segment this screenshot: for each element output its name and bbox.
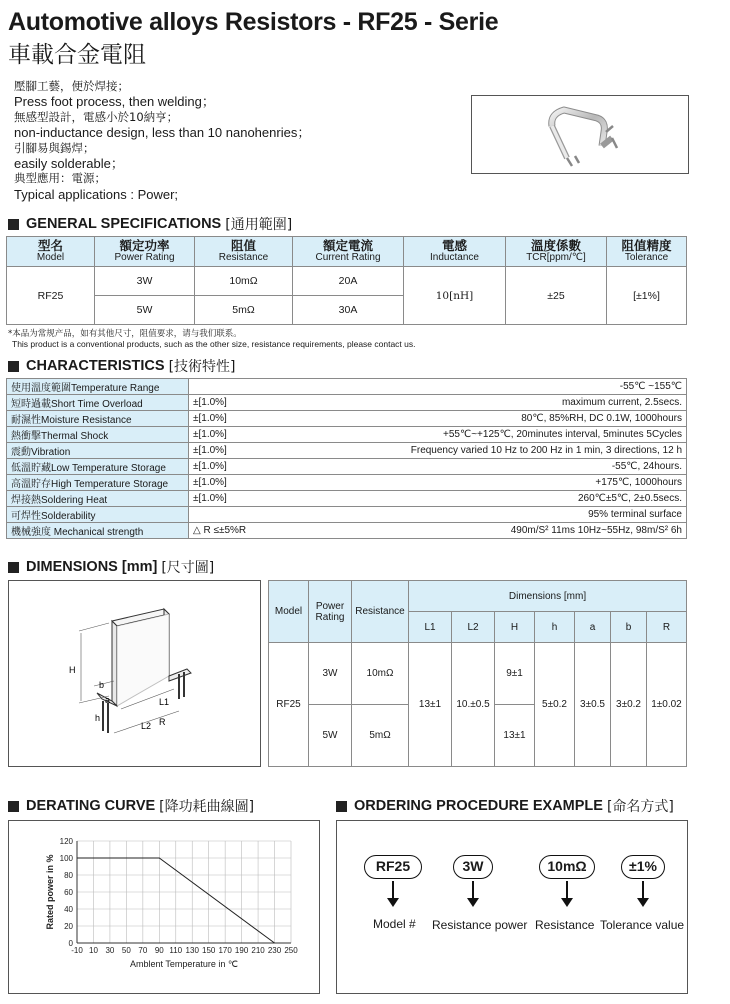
header-col: H	[495, 612, 535, 643]
char-label-zh: 熱衝擊	[11, 431, 41, 442]
table-row	[7, 395, 687, 411]
dim-label-R: R	[159, 717, 166, 727]
x-tick-label: 170	[218, 946, 232, 955]
char-spec: ±[1.0%]	[189, 427, 309, 443]
table-row	[7, 523, 687, 539]
order-code-model: RF25	[364, 855, 422, 879]
ordering-heading	[336, 796, 674, 816]
cell-power: 5W	[309, 705, 352, 767]
x-tick-label: 130	[185, 946, 199, 955]
header-power: 額定功率 Power Rating	[95, 237, 195, 267]
cell-tolerance: [±1%]	[607, 267, 687, 325]
intro-line-zh: 引腳易與錫焊；	[14, 140, 95, 155]
characteristics-table	[6, 378, 687, 539]
char-label-zh: 使用溫度範圍	[11, 383, 71, 394]
table-header-row	[7, 237, 687, 267]
cell-power: 3W	[95, 267, 195, 296]
char-label-zh: 焊接熱	[11, 495, 41, 506]
general-spec-table	[6, 236, 687, 325]
char-label	[7, 427, 189, 443]
arrow-down-icon	[566, 881, 568, 905]
note-en: This product is a conventional products, such as the other size, resistance requirements, please contact us.	[12, 339, 416, 349]
char-spec: ±[1.0%]	[189, 395, 309, 411]
x-tick-label: 210	[251, 946, 265, 955]
header-tolerance: 阻值精度 Tolerance	[607, 237, 687, 267]
cell-power: 3W	[309, 643, 352, 705]
char-value: 95% terminal surface	[309, 507, 687, 523]
header-col: L2	[452, 612, 495, 643]
cell-model: RF25	[269, 643, 309, 767]
char-label-en: Low Temperature Storage	[51, 463, 166, 474]
header-current: 額定電流 Current Rating	[293, 237, 404, 267]
x-axis-label: Amblent Temperature in ℃	[130, 959, 238, 969]
y-axis-label: Rated power in %	[45, 854, 55, 930]
cell-resistance: 5mΩ	[195, 296, 293, 325]
resistor-product-image	[472, 96, 688, 173]
char-value: Frequency varied 10 Hz to 200 Hz in 1 min, 3 directions, 12 h	[309, 443, 687, 459]
section-marker-icon	[336, 801, 347, 812]
header-col: L1	[409, 612, 452, 643]
char-spec: ±[1.0%]	[189, 411, 309, 427]
section-marker-icon	[8, 801, 19, 812]
x-tick-label: -10	[71, 946, 83, 955]
cell-resistance: 10mΩ	[352, 643, 409, 705]
table-row	[269, 643, 687, 705]
dim-label-L2: L2	[141, 721, 152, 731]
char-label-zh: 低溫貯藏	[11, 463, 51, 474]
order-label-power: Resistance power	[432, 918, 528, 932]
dim-label-h: h	[95, 713, 101, 723]
dimensions-heading	[8, 557, 214, 577]
header-dimensions: Dimensions [mm]	[409, 581, 687, 612]
section-marker-icon	[8, 219, 19, 230]
cell-resistance: 5mΩ	[352, 705, 409, 767]
intro-line-en: easily solderable；	[14, 156, 124, 172]
order-label-tolerance: Tolerance value	[600, 918, 685, 932]
dim-label-H: H	[69, 665, 76, 675]
y-tick-label: 120	[59, 837, 73, 846]
header-col: b	[611, 612, 647, 643]
dim-label-b: b	[99, 680, 105, 690]
order-code-power: 3W	[453, 855, 493, 879]
char-label	[7, 507, 189, 523]
header-col: R	[647, 612, 687, 643]
table-header-row	[269, 581, 687, 612]
table-row	[7, 459, 687, 475]
table-row	[7, 475, 687, 491]
dimension-drawing	[8, 580, 261, 767]
char-label-en: Temperature Range	[71, 383, 160, 394]
table-row	[7, 427, 687, 443]
characteristics-heading	[8, 356, 236, 376]
spec-note	[8, 329, 416, 349]
table-row	[7, 491, 687, 507]
char-label-en: High Temperature Storage	[51, 479, 169, 490]
char-value: 490m/S² 11ms 10Hz~55Hz, 98m/S² 6h	[309, 523, 687, 539]
resistor-dimension-drawing	[9, 581, 260, 766]
y-tick-label: 0	[68, 939, 73, 948]
dim-label-a: a	[105, 695, 111, 705]
x-tick-label: 230	[267, 946, 282, 955]
header-model: Model	[269, 581, 309, 643]
section-title: GENERAL SPECIFICATIONS	[26, 216, 222, 232]
section-title: CHARACTERISTICS	[26, 358, 165, 374]
section-title-zh: [尺寸圖]	[161, 560, 215, 576]
cell-current: 30A	[293, 296, 404, 325]
intro-line-zh: 典型應用：電源；	[14, 171, 106, 186]
table-row	[7, 411, 687, 427]
char-label-en: Mechanical strength	[51, 527, 144, 538]
header-col: a	[575, 612, 611, 643]
header-tcr: 溫度係數 TCR[ppm/℃]	[506, 237, 607, 267]
cell-current: 20A	[293, 267, 404, 296]
header-resistance: Resistance	[352, 581, 409, 643]
x-tick-label: 10	[89, 946, 98, 955]
char-label	[7, 395, 189, 411]
header-inductance: 電感 Inductance	[404, 237, 506, 267]
table-row	[7, 443, 687, 459]
char-value: -55℃ ~155℃	[309, 379, 687, 395]
derating-chart-box	[8, 820, 320, 994]
dimensions-table	[268, 580, 687, 767]
x-tick-label: 150	[202, 946, 216, 955]
y-tick-label: 100	[59, 854, 73, 863]
cell-power: 5W	[95, 296, 195, 325]
char-label-en: Short Time Overload	[51, 399, 143, 410]
cell-h: 5±0.2	[535, 643, 575, 767]
header-model: 型名 Model	[7, 237, 95, 267]
note-zh: *本品为常规产品，如有其他尺寸，阻值要求，请与我们联系。	[8, 329, 242, 339]
section-title: ORDERING PROCEDURE EXAMPLE	[354, 798, 603, 814]
char-spec: ±[1.0%]	[189, 459, 309, 475]
char-label-zh: 震動	[11, 447, 31, 458]
section-title-zh: [命名方式]	[606, 799, 674, 815]
intro-features	[14, 79, 454, 202]
section-title-zh: [降功耗曲線圖]	[159, 799, 255, 815]
y-tick-label: 40	[64, 905, 73, 914]
x-tick-label: 110	[169, 946, 183, 955]
char-label-zh: 機械強度	[11, 527, 51, 538]
x-tick-label: 30	[105, 946, 115, 955]
char-spec: △ R ≤±5%R	[189, 523, 309, 539]
section-title-zh: [通用範圍]	[225, 217, 293, 233]
char-label-zh: 短時過載	[11, 399, 51, 410]
char-spec: ±[1.0%]	[189, 475, 309, 491]
section-title-zh: [技術特性]	[168, 359, 236, 375]
order-code-resistance: 10mΩ	[539, 855, 595, 879]
y-tick-label: 60	[64, 888, 73, 897]
char-value: 260℃±5℃, 2±0.5secs.	[309, 491, 687, 507]
char-label	[7, 379, 189, 395]
x-tick-label: 250	[284, 946, 298, 955]
char-label	[7, 443, 189, 459]
order-code-tolerance: ±1%	[621, 855, 665, 879]
dim-label-L1: L1	[159, 697, 170, 707]
char-label	[7, 491, 189, 507]
page-subtitle: 車載合金電阻	[8, 42, 146, 68]
arrow-down-icon	[392, 881, 394, 905]
cell-resistance: 10mΩ	[195, 267, 293, 296]
char-label-zh: 可焊性	[11, 511, 41, 522]
x-tick-label: 190	[234, 946, 249, 955]
cell-b: 3±0.2	[611, 643, 647, 767]
ordering-box	[336, 820, 688, 994]
char-value: -55℃, 24hours.	[309, 459, 687, 475]
char-label-en: Soldering Heat	[41, 495, 108, 506]
cell-H: 9±1	[495, 643, 535, 705]
section-marker-icon	[8, 562, 19, 573]
cell-R: 1±0.02	[647, 643, 687, 767]
x-tick-label: 50	[121, 946, 131, 955]
header-power: Power Rating	[309, 581, 352, 643]
intro-line-zh: 壓腳工藝，便於焊接；	[14, 79, 129, 93]
header-col: h	[535, 612, 575, 643]
derating-chart	[9, 821, 319, 993]
char-spec: ±[1.0%]	[189, 443, 309, 459]
char-spec: ±[1.0%]	[189, 491, 309, 507]
cell-tcr: ±25	[506, 267, 607, 325]
order-label-model: Model #	[373, 917, 416, 931]
order-label-resistance: Resistance	[535, 918, 595, 932]
page-title: Automotive alloys Resistors - RF25 - Serie	[8, 8, 499, 36]
table-row	[7, 379, 687, 395]
char-label	[7, 523, 189, 539]
cell-inductance: 10[nH]	[404, 267, 506, 325]
section-title: DERATING CURVE	[26, 798, 156, 814]
char-label-zh: 高溫貯存	[11, 479, 51, 490]
x-tick-label: 70	[138, 946, 148, 955]
char-value: 80℃, 85%RH, DC 0.1W, 1000hours	[309, 411, 687, 427]
arrow-down-icon	[642, 881, 644, 905]
product-photo	[471, 95, 689, 174]
table-row	[7, 507, 687, 523]
char-value: +175℃, 1000hours	[309, 475, 687, 491]
char-label-en: Vibration	[31, 447, 71, 458]
intro-line-en: non-inductance design, less than 10 nanohenries；	[14, 125, 311, 141]
char-label	[7, 411, 189, 427]
x-tick-label: 90	[154, 946, 164, 955]
y-tick-label: 80	[64, 871, 73, 880]
section-title: DIMENSIONS [mm]	[26, 559, 158, 575]
cell-H: 13±1	[495, 705, 535, 767]
char-spec	[189, 379, 309, 395]
char-label-en: Moisture Resistance	[41, 415, 132, 426]
char-value: maximum current, 2.5secs.	[309, 395, 687, 411]
cell-L1: 13±1	[409, 643, 452, 767]
cell-L2: 10.±0.5	[452, 643, 495, 767]
table-row	[7, 267, 687, 296]
char-label-en: Thermal Shock	[41, 431, 109, 442]
char-label	[7, 459, 189, 475]
arrow-down-icon	[472, 881, 474, 905]
char-label-en: Solderability	[41, 511, 96, 522]
derating-heading	[8, 796, 254, 816]
section-marker-icon	[8, 361, 19, 372]
cell-model: RF25	[7, 267, 95, 325]
char-value: +55℃~+125℃, 20minutes interval, 5minutes 5Cycles	[309, 427, 687, 443]
cell-a: 3±0.5	[575, 643, 611, 767]
y-tick-label: 20	[64, 922, 73, 931]
char-label	[7, 475, 189, 491]
intro-line-en: Press foot process, then welding；	[14, 94, 215, 110]
char-label-zh: 耐濕性	[11, 415, 41, 426]
intro-line-en: Typical applications : Power;	[14, 186, 179, 202]
general-spec-heading	[8, 214, 292, 234]
char-spec	[189, 507, 309, 523]
intro-line-zh: 無感型設計，電感小於10納亨；	[14, 109, 179, 124]
header-resistance: 阻值 Resistance	[195, 237, 293, 267]
